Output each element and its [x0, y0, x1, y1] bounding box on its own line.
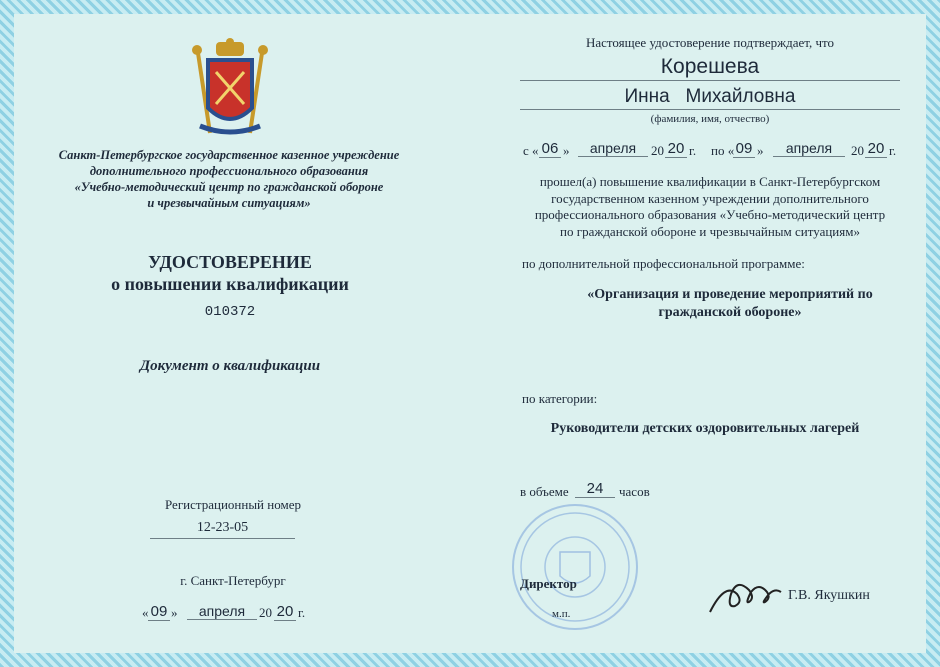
registration-number: 12-23-05: [150, 520, 295, 539]
fio-caption: (фамилия, имя, отчество): [650, 113, 770, 125]
period-to-year-prefix: 20: [851, 143, 864, 158]
issue-year-suffix: г.: [298, 605, 306, 620]
period-to-label: по «: [711, 143, 735, 158]
holder-name-patronymic: Инна Михайловна: [520, 86, 900, 110]
hours-prefix: в объеме: [520, 484, 569, 499]
issue-day: 09: [148, 603, 170, 621]
program-line: «Организация и проведение мероприятий по: [587, 287, 873, 302]
completion-line: прошел(а) повышение квалификации в Санкт-Петербургском: [539, 174, 881, 189]
program-label: по дополнительной профессиональной программе:: [522, 256, 805, 271]
institution-line: Санкт-Петербургское государственное казенное учреждение: [58, 148, 400, 162]
period-from-g: г.: [689, 143, 697, 158]
saint-petersburg-emblem-icon: [180, 38, 280, 138]
institution-name: [30, 147, 428, 211]
director-name: Г.В. Якушкин: [788, 588, 870, 603]
seal-place-label: м.п.: [552, 608, 571, 620]
document-type: Документ о квалификации: [139, 358, 321, 374]
period-to-g: г.: [889, 143, 897, 158]
period-from-year: 20: [665, 140, 687, 158]
period-to-month: апреля: [773, 140, 845, 157]
program-title: [545, 286, 915, 322]
category-value: Руководители детских оздоровительных лагерей: [550, 421, 860, 436]
holder-surname: Корешева: [520, 55, 900, 81]
institution-line: и чрезвычайным ситуациям»: [147, 196, 311, 210]
institution-line: дополнительного профессионального образования: [89, 164, 369, 178]
period-from-label: с «: [523, 143, 539, 158]
document-title: [40, 251, 420, 295]
document-number: 010372: [204, 304, 256, 320]
issue-month: апреля: [187, 603, 257, 620]
hours-suffix: часов: [619, 484, 650, 499]
period-from-month: апреля: [578, 140, 648, 157]
director-label: Директор: [520, 576, 577, 591]
registration-label: Регистрационный номер: [165, 497, 301, 512]
training-hours: [520, 480, 720, 500]
completion-line: по гражданской обороне и чрезвычайным ситуациям»: [560, 223, 860, 239]
document-title-line: о повышении квалификации: [111, 274, 349, 294]
period-to-day: 09: [733, 140, 755, 158]
institution-line: «Учебно-методический центр по гражданской обороне: [74, 180, 384, 194]
confirm-text: Настоящее удостоверение подтверждает, что: [585, 35, 834, 50]
issue-year-prefix: 20: [259, 605, 272, 620]
period-from-quote: »: [563, 143, 570, 158]
hours-value: 24: [575, 480, 615, 498]
period-to-year: 20: [865, 140, 887, 158]
city: г. Санкт-Петербург: [180, 573, 286, 588]
issue-quote-close: »: [171, 605, 178, 620]
period-from-year-prefix: 20: [651, 143, 664, 158]
completion-line: государственном казенном учреждении дополнительного: [551, 190, 869, 206]
category-label: по категории:: [522, 391, 598, 406]
completion-line: профессионального образования «Учебно-методический центр: [534, 207, 886, 222]
period-from-day: 06: [539, 140, 561, 158]
program-line: гражданской обороне»: [658, 305, 802, 320]
period-to-quote: »: [757, 143, 764, 158]
training-period: [523, 140, 903, 160]
completion-text: [520, 174, 900, 240]
issue-date: [142, 603, 322, 623]
issue-year: 20: [274, 603, 296, 621]
document-title-line: УДОСТОВЕРЕНИЕ: [148, 252, 312, 272]
issue-quote-open: «: [142, 605, 149, 620]
director-signature-icon: [705, 572, 785, 617]
